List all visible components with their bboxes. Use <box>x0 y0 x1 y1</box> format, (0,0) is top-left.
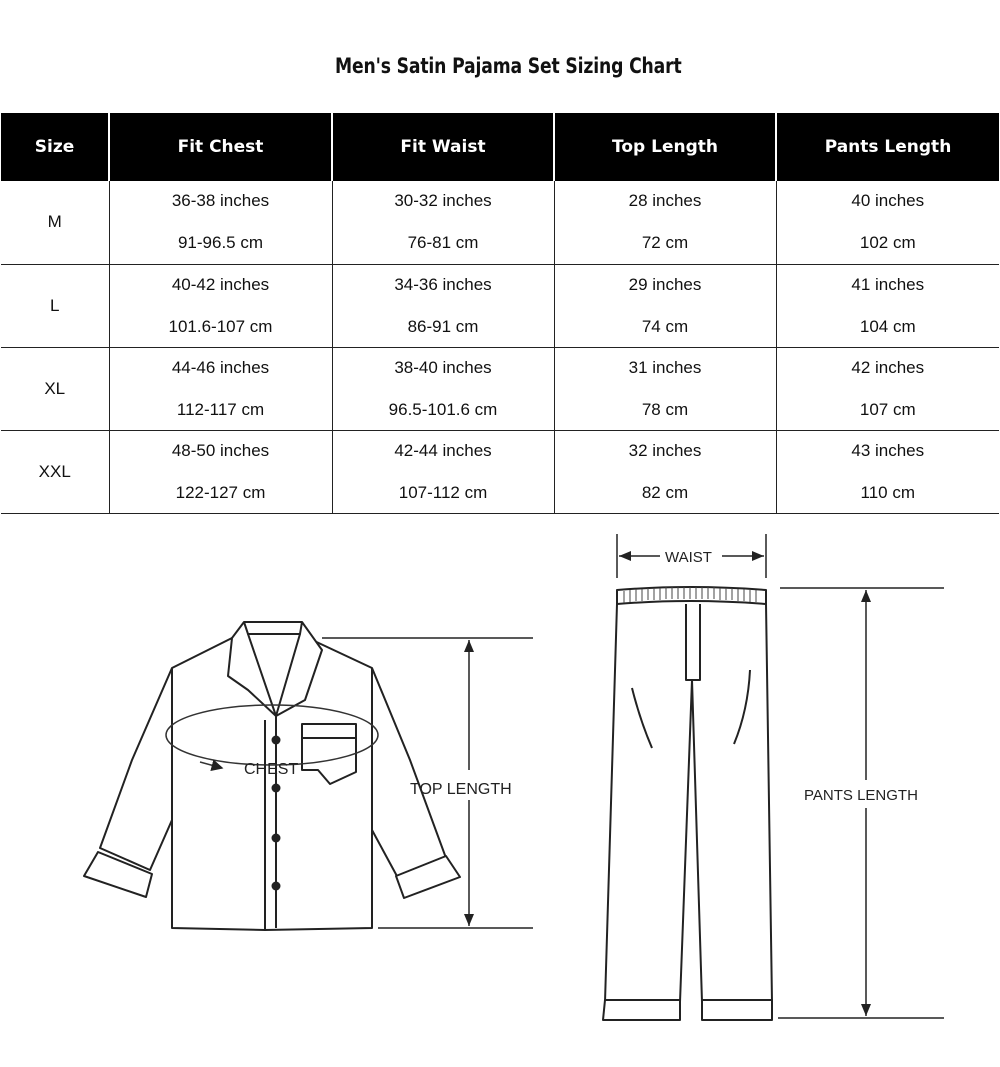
value-inches: 36-38 inches <box>171 191 270 211</box>
value-cm: 122-127 cm <box>175 482 266 502</box>
value-inches: 31 inches <box>628 357 702 377</box>
shirt-right-cuff <box>396 856 460 898</box>
table-row <box>1 181 999 264</box>
value-cm: 104 cm <box>859 316 916 336</box>
value-inches: 42 inches <box>851 357 925 377</box>
value-inches: 30-32 inches <box>394 191 492 211</box>
value-inches: 44-46 inches <box>171 357 270 377</box>
top-length-label: TOP LENGTH <box>410 781 512 798</box>
table-row <box>1 430 999 513</box>
pants-length-cell <box>776 347 999 430</box>
pants-length-arrow-down <box>861 1004 871 1016</box>
size-table <box>1 113 999 514</box>
pants-fly <box>686 604 700 680</box>
value-inches: 28 inches <box>628 191 702 211</box>
header-size: Size <box>1 113 109 181</box>
value-cm: 82 cm <box>641 482 689 502</box>
pants-left-cuff <box>603 1000 680 1020</box>
value-cm: 78 cm <box>641 399 689 419</box>
waist-cell <box>332 430 554 513</box>
chest-label: CHEST <box>244 761 299 778</box>
value-cm: 101.6-107 cm <box>168 316 273 336</box>
table-header-row <box>1 113 999 181</box>
shirt-right-sleeve <box>372 668 446 878</box>
pants-length-arrow-up <box>861 590 871 602</box>
value-cm: 107-112 cm <box>398 482 488 502</box>
value-inches: 41 inches <box>851 274 925 294</box>
waist-cell <box>332 181 554 264</box>
pants-length-label: PANTS LENGTH <box>804 787 918 804</box>
header-top-length: Top Length <box>554 113 776 181</box>
value-cm: 91-96.5 cm <box>177 233 264 253</box>
top-length-cell <box>554 264 776 347</box>
shirt-left-sleeve <box>100 668 172 870</box>
top-length-cell <box>554 430 776 513</box>
top-length-arrow-up <box>464 640 474 652</box>
value-cm: 107 cm <box>859 399 916 419</box>
value-inches: 48-50 inches <box>171 440 270 460</box>
value-cm: 112-117 cm <box>176 399 265 419</box>
value-cm: 76-81 cm <box>407 233 479 253</box>
top-length-cell <box>554 347 776 430</box>
waist-cell <box>332 264 554 347</box>
shirt-left-cuff <box>84 852 152 897</box>
pants-illustration <box>603 587 772 1020</box>
size-cell: XL <box>1 347 109 430</box>
waist-arrow-left <box>619 551 631 561</box>
value-cm: 110 cm <box>860 482 915 502</box>
value-cm: 96.5-101.6 cm <box>388 399 498 419</box>
waist-label: WAIST <box>665 549 712 566</box>
value-inches: 32 inches <box>628 440 702 460</box>
measurement-diagram <box>0 525 1000 1055</box>
header-fit-chest: Fit Chest <box>109 113 332 181</box>
size-cell: L <box>1 264 109 347</box>
waist-cell <box>332 347 554 430</box>
pants-right-cuff <box>702 1000 772 1020</box>
value-inches: 34-36 inches <box>394 274 492 294</box>
pants-length-cell <box>776 264 999 347</box>
value-inches: 43 inches <box>851 440 925 460</box>
value-inches: 40-42 inches <box>171 274 270 294</box>
value-inches: 29 inches <box>628 274 702 294</box>
value-inches: 42-44 inches <box>394 440 492 460</box>
value-cm: 102 cm <box>859 233 916 253</box>
header-fit-waist: Fit Waist <box>332 113 554 181</box>
pants-length-cell <box>776 430 999 513</box>
top-length-arrow-down <box>464 914 474 926</box>
table-row <box>1 347 999 430</box>
chest-cell <box>109 347 332 430</box>
value-cm: 86-91 cm <box>407 316 479 336</box>
size-cell: M <box>1 181 109 264</box>
value-inches: 38-40 inches <box>394 357 492 377</box>
top-length-cell <box>554 181 776 264</box>
waist-arrow-right <box>752 551 764 561</box>
value-cm: 74 cm <box>641 316 689 336</box>
value-inches: 40 inches <box>851 191 925 211</box>
chest-cell <box>109 181 332 264</box>
pants-outline <box>605 604 772 1002</box>
table-row <box>1 264 999 347</box>
chest-cell <box>109 430 332 513</box>
value-cm: 72 cm <box>641 233 689 253</box>
pants-length-cell <box>776 181 999 264</box>
chest-cell <box>109 264 332 347</box>
page-title: Men's Satin Pajama Set Sizing Chart <box>335 54 682 78</box>
size-cell: XXL <box>1 430 109 513</box>
header-pants-length: Pants Length <box>776 113 999 181</box>
